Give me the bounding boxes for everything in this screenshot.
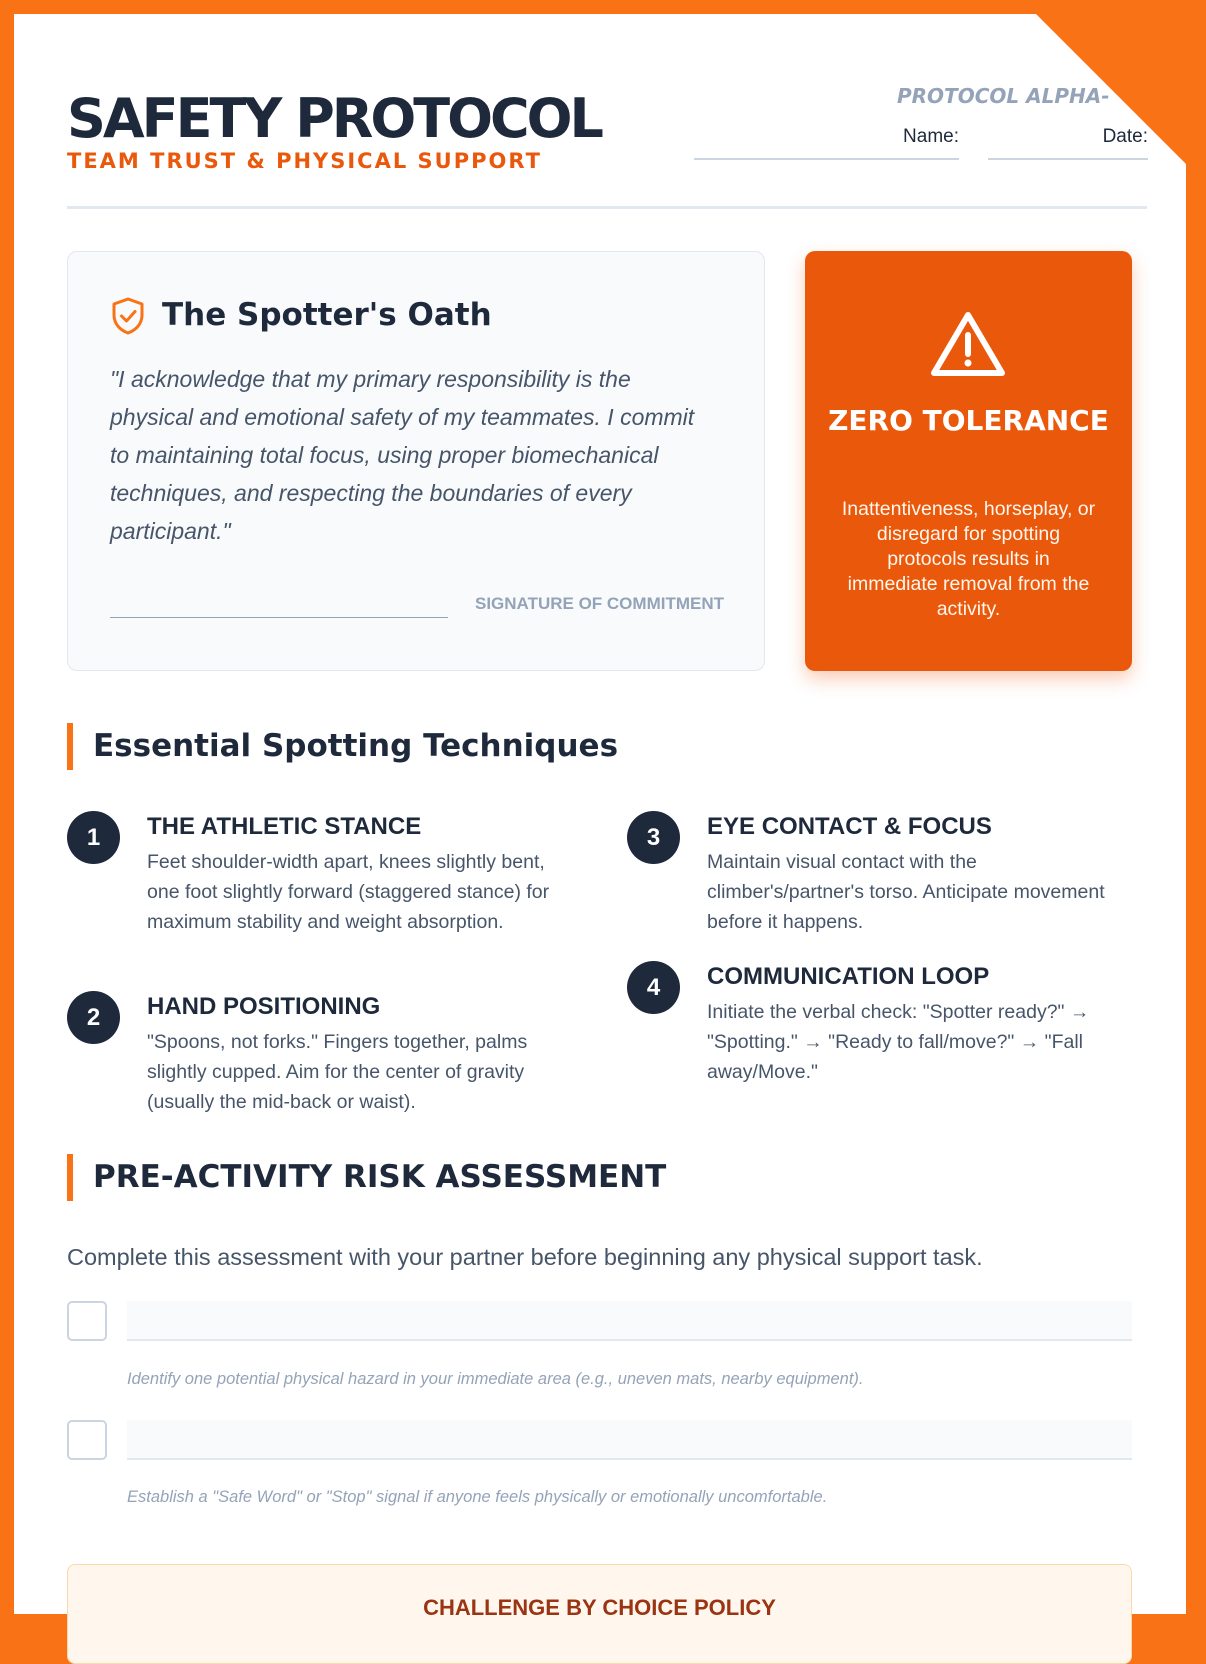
techniques-heading: Essential Spotting Techniques	[67, 723, 618, 770]
oath-title: The Spotter's Oath	[162, 297, 492, 333]
technique-text: Maintain visual contact with the climber's/partner's torso. Anticipate movement before it happens.	[707, 851, 1105, 933]
risk-answer-input[interactable]	[127, 1420, 1132, 1460]
technique-title: THE ATHLETIC STANCE	[147, 813, 422, 840]
risk-checkbox[interactable]	[67, 1301, 107, 1341]
warning-triangle-icon	[929, 309, 1007, 379]
date-label: Date:	[1102, 126, 1148, 147]
step-number-badge: 2	[67, 991, 120, 1044]
zero-tolerance-card	[805, 251, 1132, 671]
page-title: SAFETY PROTOCOL	[67, 87, 601, 150]
technique-title: HAND POSITIONING	[147, 993, 381, 1020]
name-field[interactable]	[694, 126, 959, 160]
risk-checkbox[interactable]	[67, 1420, 107, 1460]
risk-answer-input[interactable]	[127, 1301, 1132, 1341]
policy-title: CHALLENGE BY CHOICE POLICY	[423, 1595, 776, 1620]
protocol-id: PROTOCOL ALPHA-	[897, 84, 1110, 108]
name-label: Name:	[903, 126, 959, 147]
technique-title: EYE CONTACT & FOCUS	[707, 813, 992, 840]
risk-hint: Establish a "Safe Word" or "Stop" signal if anyone feels physically or emotionally uncomfortable.	[127, 1488, 828, 1506]
risk-intro-text: Complete this assessment with your partner before beginning any physical support task.	[67, 1244, 983, 1270]
technique-text: Initiate the verbal check: "Spotter ready?" → "Spotting." → "Ready to fall/move?" → "Fall away/Move."	[707, 1001, 1090, 1083]
technique-title: COMMUNICATION LOOP	[707, 963, 990, 990]
oath-card	[67, 251, 765, 671]
step-number-badge: 3	[627, 811, 680, 864]
signature-label: SIGNATURE OF COMMITMENT	[475, 594, 724, 613]
policy-box	[67, 1564, 1132, 1664]
technique-text: Feet shoulder-width apart, knees slightly bent, one foot slightly forward (staggered stance) for maximum stability and weight absorption.	[147, 851, 550, 933]
page-subtitle: TEAM TRUST & PHYSICAL SUPPORT	[67, 149, 542, 173]
zero-tolerance-title: ZERO TOLERANCE	[828, 404, 1109, 437]
oath-text: "I acknowledge that my primary responsibility is the physical and emotional safety of my teammates. I commit to maintaining total focus, using proper biomechanical techniques, and respecting the boundaries of every participant."	[110, 366, 695, 544]
signature-line[interactable]	[110, 617, 448, 618]
worksheet-page	[14, 14, 1186, 1620]
step-number-badge: 4	[627, 961, 680, 1014]
shield-check-icon	[110, 296, 146, 336]
step-number-badge: 1	[67, 811, 120, 864]
technique-text: "Spoons, not forks." Fingers together, palms slightly cupped. Aim for the center of gravity (usually the mid-back or waist).	[147, 1031, 528, 1113]
risk-assessment-heading: PRE-ACTIVITY RISK ASSESSMENT	[67, 1154, 666, 1201]
page-header	[67, 69, 1147, 209]
risk-hint: Identify one potential physical hazard in your immediate area (e.g., uneven mats, nearby equipment).	[127, 1370, 864, 1388]
date-field[interactable]	[988, 126, 1148, 160]
zero-tolerance-text: Inattentiveness, horseplay, or disregard for spotting protocols results in immediate removal from the activity.	[841, 498, 1096, 620]
